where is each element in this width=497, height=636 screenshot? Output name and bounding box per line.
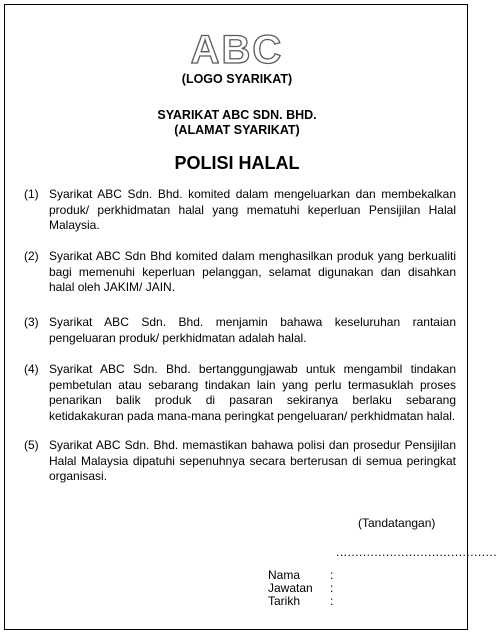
position-colon: :	[330, 581, 334, 595]
signature-caption: (Tandatangan)	[358, 516, 436, 530]
clause-number: (5)	[24, 438, 39, 452]
clause-number: (4)	[24, 362, 39, 376]
policy-clause	[24, 249, 456, 296]
clause-text: Syarikat ABC Sdn. Bhd. memastikan bahawa polisi dan prosedur Pensijilan Halal Malaysia dipatuhi sepenuhnya secara berterusan di semua peringkat organisasi.	[49, 438, 456, 483]
logo-caption: (LOGO SYARIKAT)	[181, 72, 293, 86]
clause-text: Syarikat ABC Sdn Bhd komited dalam menghasilkan produk yang berkualiti bagi memenuhi keperluan pelanggan, selamat digunakan dan disahkan halal oleh JAKIM/ JAIN.	[49, 249, 456, 294]
clause-text: Syarikat ABC Sdn. Bhd. komited dalam mengeluarkan dan membekalkan produk/ perkhidmatan halal yang mematuhi keperluan Pensijilan Halal Malaysia.	[49, 187, 456, 232]
signature-line: ..........................................	[336, 545, 497, 559]
date-label: Tarikh	[268, 594, 301, 608]
name-colon: :	[330, 568, 334, 582]
position-label: Jawatan	[268, 581, 313, 595]
clause-number: (3)	[24, 315, 39, 329]
policy-clause	[24, 362, 456, 424]
clause-text: Syarikat ABC Sdn. Bhd. menjamin bahawa keseluruhan rantaian pengeluaran produk/ perkhidmatan adalah halal.	[49, 315, 456, 345]
document-title: POLISI HALAL	[174, 153, 300, 173]
policy-clause	[24, 187, 456, 234]
name-label: Nama	[268, 568, 301, 582]
clause-number: (2)	[24, 249, 39, 263]
clause-text: Syarikat ABC Sdn. Bhd. bertanggungjawab untuk mengambil tindakan pembetulan atau sebarang tindakan lain yang perlu termasuklah proses penarikan balik produk di pasaran sekiranya berlaku sebarang ketidakakuran pada mana-mana peringkat pengeluaran/ perkhidmatan halal.	[49, 362, 456, 423]
clause-number: (1)	[24, 187, 39, 201]
company-address: (ALAMAT SYARIKAT)	[174, 123, 300, 137]
policy-clause	[24, 315, 456, 346]
policy-clause	[24, 438, 456, 485]
company-logo: ABC	[190, 28, 284, 72]
date-colon: :	[330, 594, 334, 608]
company-name: SYARIKAT ABC SDN. BHD.	[157, 108, 317, 122]
